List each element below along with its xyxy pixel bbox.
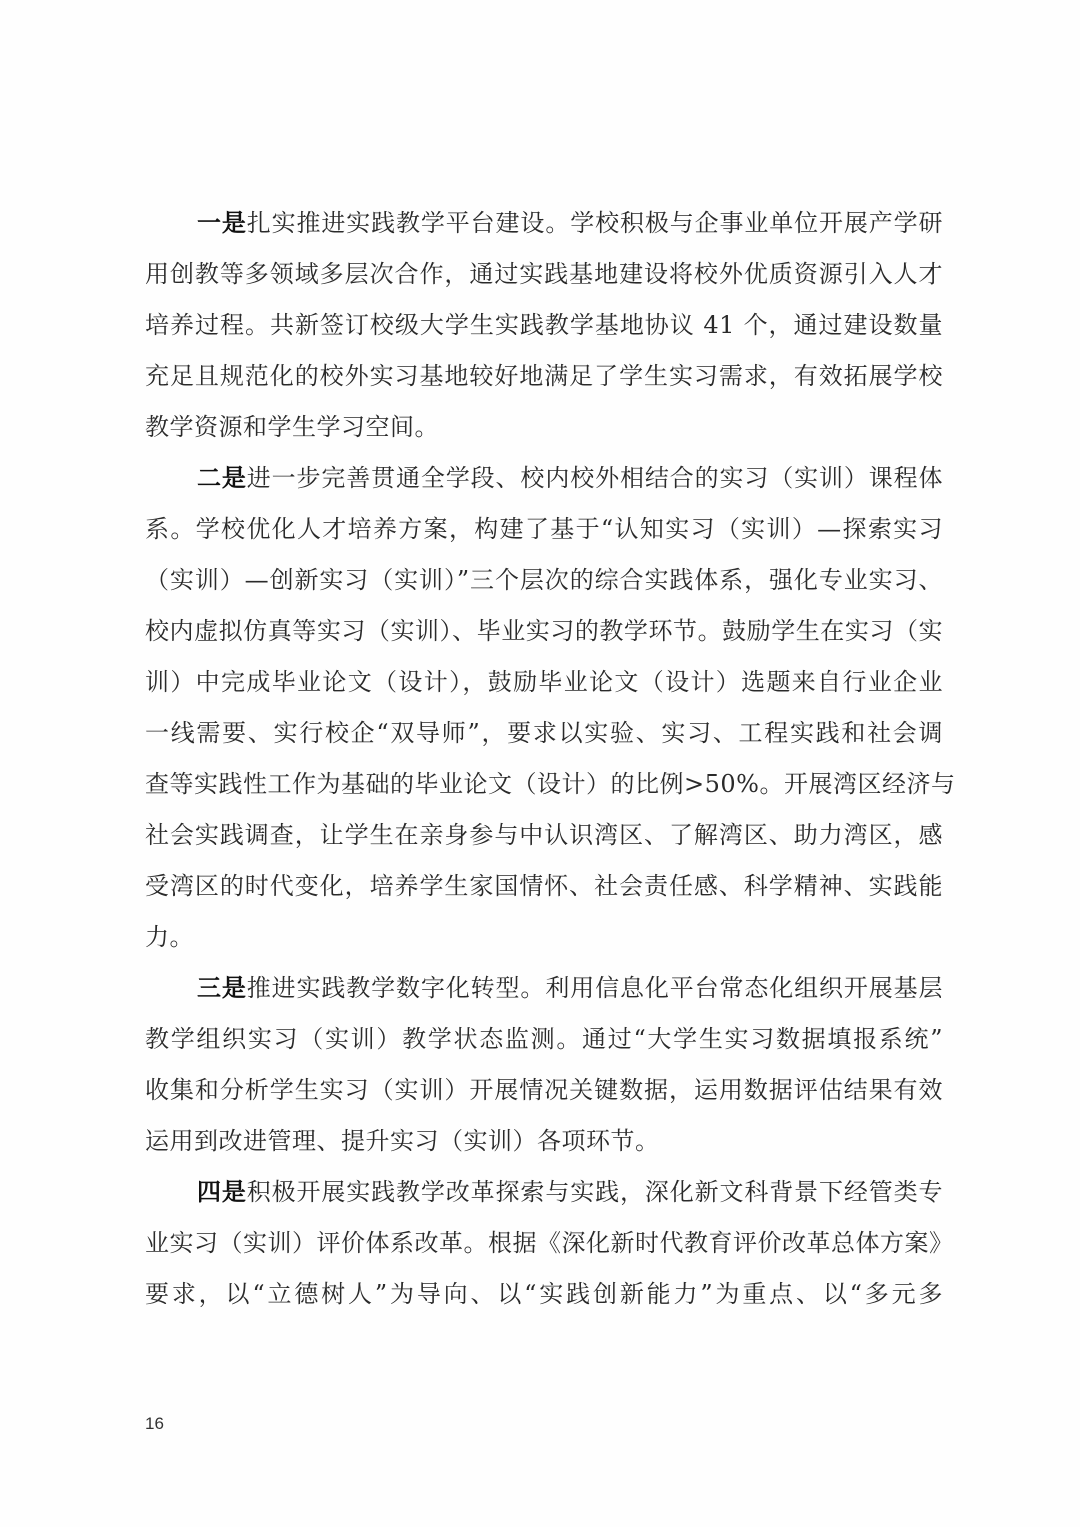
paragraph-3 (145, 965, 943, 1169)
paragraph-line: 业实习（实训）评价体系改革。根据《深化新时代教育评价改革总体方案》 (145, 1229, 954, 1257)
document-body (145, 200, 956, 1322)
paragraph-line: 要求，以“立德树人”为导向、以“实践创新能力”为重点、以“多元多 (145, 1280, 943, 1308)
paragraph-line: 训）中完成毕业论文（设计），鼓励毕业论文（设计）选题来自行业企业 (145, 668, 943, 696)
paragraph-lead: 一是 (197, 208, 247, 237)
paragraph-line: 充足且规范化的校外实习基地较好地满足了学生实习需求，有效拓展学校 (145, 362, 943, 390)
paragraph-lead: 二是 (197, 463, 247, 492)
paragraph-line: 培养过程。共新签订校级大学生实践教学基地协议 41 个，通过建设数量 (145, 311, 943, 339)
paragraph-line: 校内虚拟仿真等实习（实训）、毕业实习的教学环节。鼓励学生在实习（实 (145, 617, 943, 645)
paragraph-line: 一是扎实推进实践教学平台建设。学校积极与企事业单位开展产学研 (197, 208, 944, 237)
paragraph-line: 四是积极开展实践教学改革探索与实践，深化新文科背景下经管类专 (197, 1177, 944, 1206)
paragraph-4 (145, 1169, 954, 1322)
paragraph-lead: 三是 (197, 973, 247, 1002)
paragraph-line: 力。 (145, 923, 194, 951)
paragraph-line: 教学组织实习（实训）教学状态监测。通过“大学生实习数据填报系统” (145, 1025, 943, 1053)
paragraph-2 (145, 455, 956, 965)
paragraph-lead: 四是 (197, 1177, 247, 1206)
page-number: 16 (145, 1414, 164, 1433)
paragraph-1 (145, 200, 943, 455)
paragraph-line: 社会实践调查，让学生在亲身参与中认识湾区、了解湾区、助力湾区，感 (145, 821, 943, 849)
paragraph-line: 查等实践性工作为基础的毕业论文（设计）的比例>50%。开展湾区经济与 (145, 770, 956, 798)
paragraph-line: （实训）—创新实习（实训）”三个层次的综合实践体系，强化专业实习、 (145, 566, 943, 594)
paragraph-line: 教学资源和学生学习空间。 (145, 413, 439, 441)
paragraph-line: 二是进一步完善贯通全学段、校内校外相结合的实习（实训）课程体 (197, 463, 944, 492)
paragraph-line: 一线需要、实行校企“双导师”，要求以实验、实习、工程实践和社会调 (145, 719, 943, 747)
paragraph-line: 受湾区的时代变化，培养学生家国情怀、社会责任感、科学精神、实践能 (145, 872, 943, 900)
paragraph-line: 运用到改进管理、提升实习（实训）各项环节。 (145, 1127, 660, 1155)
paragraph-line: 系。学校优化人才培养方案，构建了基于“认知实习（实训）—探索实习 (145, 515, 943, 543)
paragraph-line: 用创教等多领域多层次合作，通过实践基地建设将校外优质资源引入人才 (145, 260, 943, 288)
paragraph-line: 三是推进实践教学数字化转型。利用信息化平台常态化组织开展基层 (197, 973, 944, 1002)
paragraph-line: 收集和分析学生实习（实训）开展情况关键数据，运用数据评估结果有效 (145, 1076, 943, 1104)
